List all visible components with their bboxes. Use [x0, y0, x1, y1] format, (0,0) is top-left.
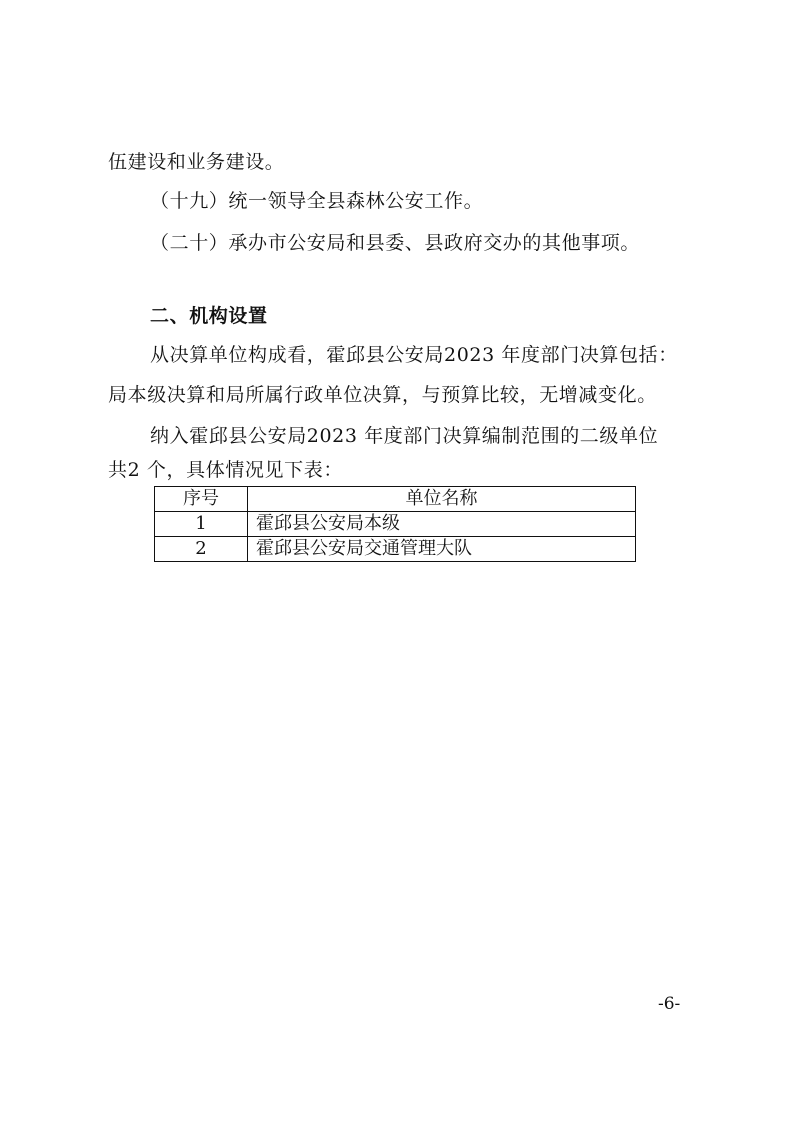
paragraph-scope-line-2: 共2 个，具体情况见下表： — [108, 459, 343, 481]
paragraph-item-19: （十九）统一领导全县森林公安工作。 — [150, 190, 484, 212]
table-row — [155, 512, 636, 537]
paragraph-item-20: （二十）承办市公安局和县委、县政府交办的其他事项。 — [150, 232, 641, 254]
header-serial-number: 序号 — [155, 487, 248, 512]
header-unit-name: 单位名称 — [248, 487, 636, 512]
paragraph-scope-line-1: 纳入霍邱县公安局2023 年度部门决算编制范围的二级单位 — [150, 425, 659, 447]
page-number: -6- — [658, 994, 681, 1014]
cell-unit-name: 霍邱县公安局交通管理大队 — [248, 537, 636, 562]
paragraph-composition-line-2: 局本级决算和局所属行政单位决算，与预算比较，无增减变化。 — [108, 384, 657, 406]
table-row — [155, 537, 636, 562]
section-heading: 二、机构设置 — [150, 305, 268, 327]
cell-serial-number: 2 — [155, 537, 248, 562]
paragraph-composition-line-1: 从决算单位构成看，霍邱县公安局2023 年度部门决算包括： — [150, 344, 678, 366]
units-table — [154, 486, 636, 562]
table-header-row — [155, 487, 636, 512]
cell-serial-number: 1 — [155, 512, 248, 537]
paragraph-continuation: 伍建设和业务建设。 — [108, 151, 285, 173]
cell-unit-name: 霍邱县公安局本级 — [248, 512, 636, 537]
